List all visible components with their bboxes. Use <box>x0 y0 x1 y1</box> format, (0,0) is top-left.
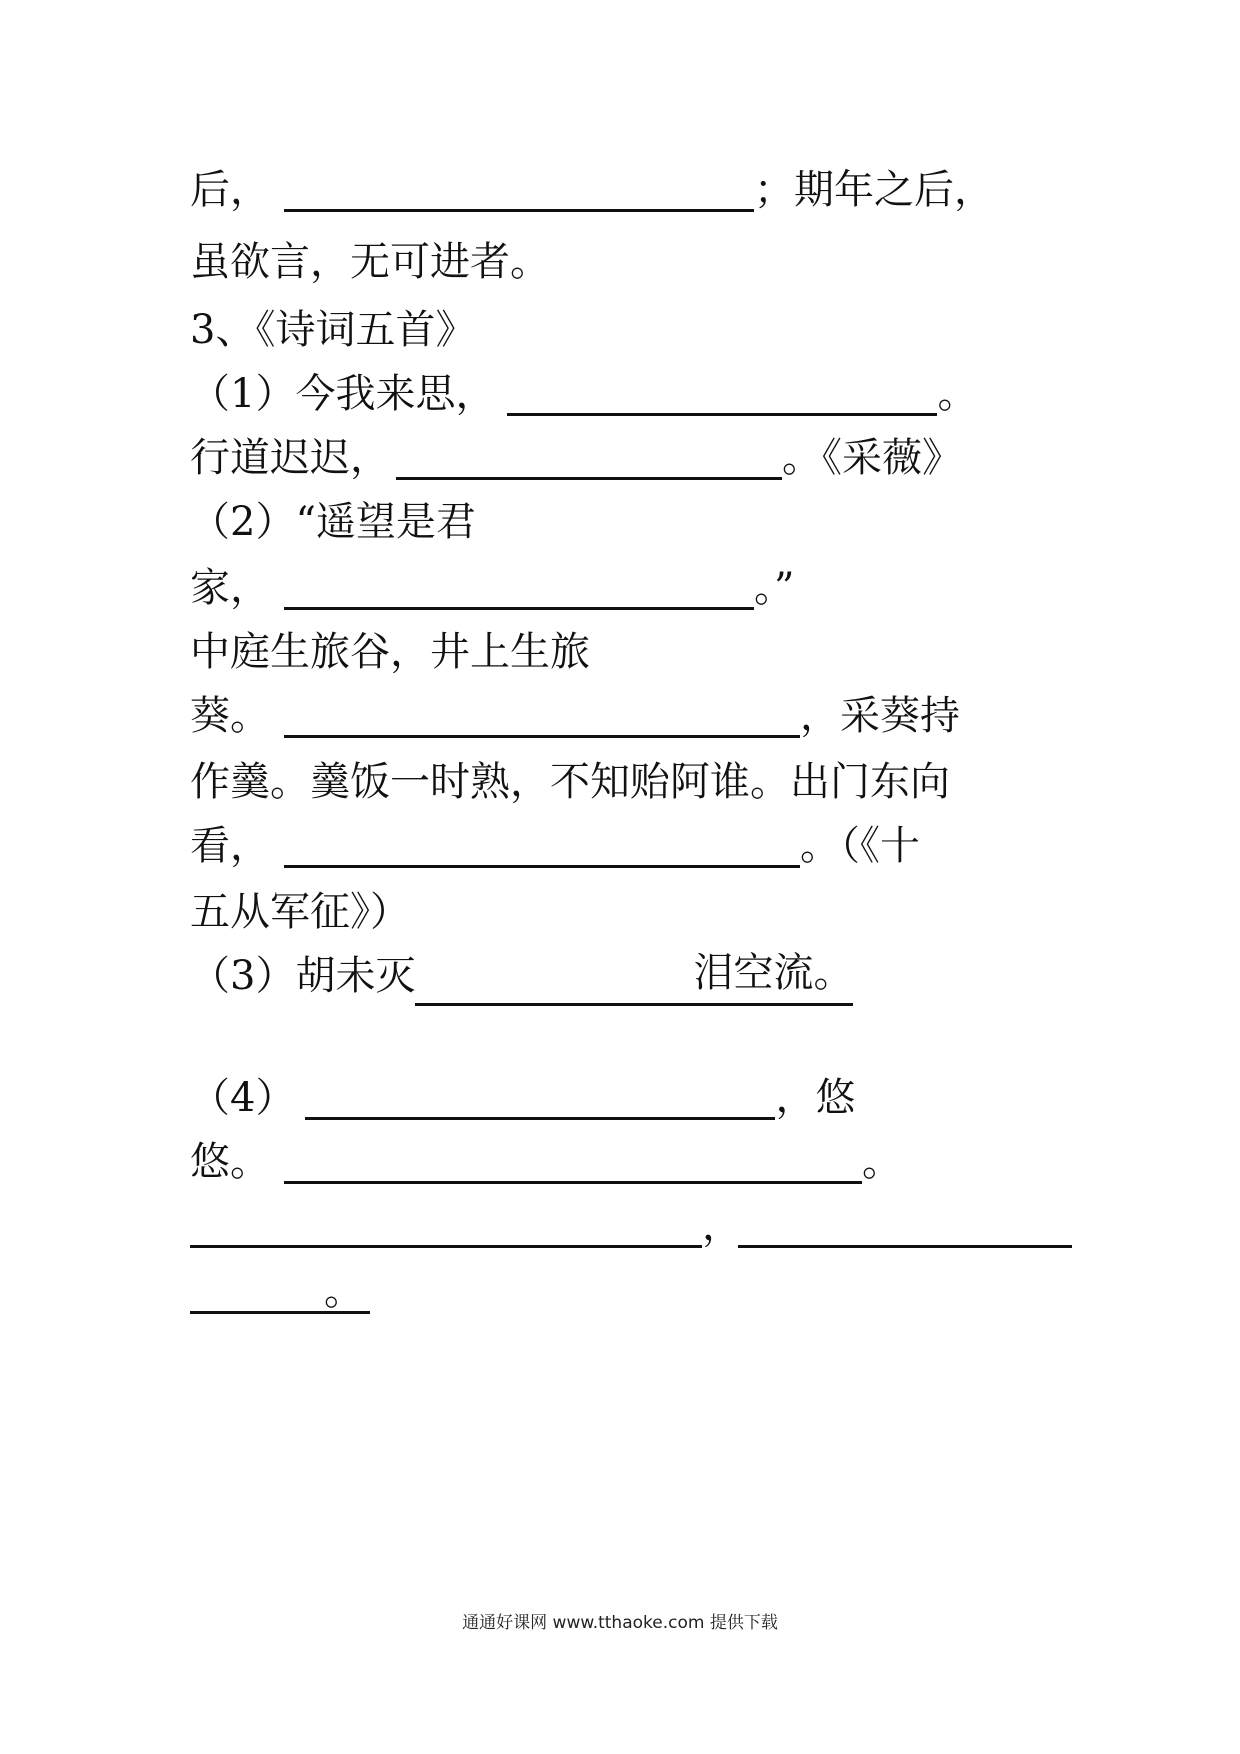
answer-blank[interactable] <box>415 943 853 1006</box>
section-title: 3、《诗词五首》 <box>190 307 476 353</box>
line-text: 家， <box>190 565 270 611</box>
line-text: 。（《十 <box>800 823 920 869</box>
line-text: ，悠 <box>775 1075 856 1121</box>
line-text: 。 <box>937 371 978 417</box>
text-line-10 <box>190 752 950 812</box>
text-line-6 <box>190 492 476 552</box>
text-line-4 <box>190 364 977 424</box>
line-text: 葵。 <box>190 693 270 739</box>
answer-blank[interactable] <box>738 1205 1072 1248</box>
line-text: 中庭生旅谷，井上生旅 <box>190 629 590 675</box>
line-text: （3）胡未灭 <box>190 953 416 999</box>
line-text: 行道迟迟， <box>190 435 390 481</box>
blank-trailing-text: 泪空流。 <box>693 950 854 996</box>
text-line-9 <box>190 686 960 746</box>
line-text: 。 <box>324 1271 370 1314</box>
line-text: ， <box>702 1203 742 1249</box>
line-text: 。” <box>754 565 795 611</box>
text-line-13 <box>190 946 853 1006</box>
line-text: 虽欲言，无可进者。 <box>190 239 550 285</box>
line-text: ，采葵持 <box>800 693 960 739</box>
answer-blank[interactable] <box>190 1271 324 1314</box>
line-text: 悠。 <box>190 1139 270 1185</box>
text-line-5 <box>190 428 962 488</box>
text-line-1 <box>190 160 994 220</box>
line-text: 。《采薇》 <box>782 435 962 481</box>
page-footer: 通通好课网 www.tthaoke.com 提供下载 <box>462 1613 778 1633</box>
answer-blank[interactable] <box>396 437 782 480</box>
answer-blank[interactable] <box>507 373 937 416</box>
section-heading <box>190 300 475 360</box>
text-line-15 <box>190 1132 902 1192</box>
line-text: ；期年之后， <box>754 167 994 213</box>
answer-blank[interactable] <box>284 567 754 610</box>
line-text: （1）今我来思， <box>190 371 496 417</box>
text-line-11 <box>190 816 920 876</box>
line-text: （2）“遥望是君 <box>190 499 476 545</box>
answer-blank[interactable] <box>284 825 800 868</box>
answer-blank[interactable] <box>284 695 800 738</box>
answer-blank[interactable] <box>284 1141 862 1184</box>
answer-blank[interactable] <box>305 1077 775 1120</box>
text-line-17 <box>190 1262 370 1322</box>
answer-blank[interactable] <box>284 169 754 212</box>
text-line-16 <box>190 1196 1072 1256</box>
line-text: 后， <box>190 167 270 213</box>
text-line-14 <box>190 1068 855 1128</box>
text-line-2 <box>190 232 550 292</box>
text-line-8 <box>190 622 590 682</box>
text-line-12 <box>190 882 410 942</box>
line-text: 作羹。羹饭一时熟，不知贻阿谁。出门东向 <box>190 759 950 805</box>
line-text: 。 <box>862 1139 902 1185</box>
text-line-7 <box>190 558 794 618</box>
line-text: 五从军征》） <box>190 889 410 935</box>
answer-blank[interactable] <box>190 1205 702 1248</box>
line-text: （4） <box>190 1075 296 1121</box>
line-text: 看， <box>190 823 270 869</box>
